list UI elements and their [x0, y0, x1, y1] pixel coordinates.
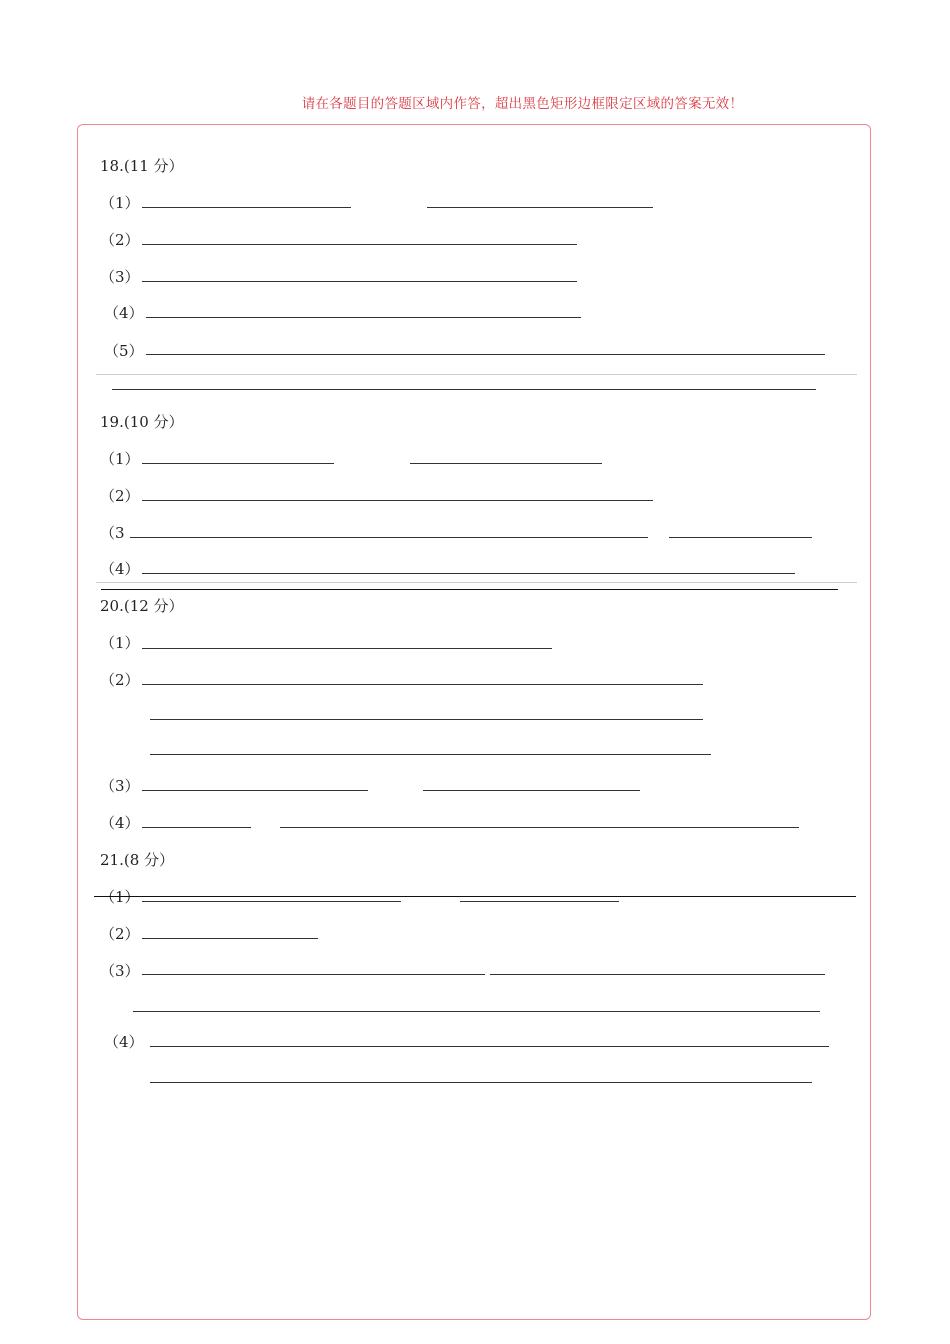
q18-part5-blank-a[interactable] [146, 354, 825, 355]
q20-part3-blank-b[interactable] [423, 790, 640, 791]
q18-part2-blank[interactable] [142, 244, 577, 245]
q18-part1-blank-a[interactable] [142, 207, 351, 208]
q19-part1-blank-a[interactable] [142, 463, 334, 464]
q21-part4-label: （4） [104, 1033, 144, 1051]
q21-part3-label: （3） [100, 962, 140, 980]
q18-part5-label: （5） [104, 342, 144, 360]
q21-extra-blank[interactable] [94, 896, 856, 897]
q21-part3-blank-a[interactable] [142, 974, 485, 975]
q20-part4-label: （4） [100, 814, 140, 832]
q20-part2-label: （2） [100, 671, 140, 689]
answer-area-notice: 请在各题目的答题区域内作答，超出黑色矩形边框限定区域的答案无效！ [301, 96, 744, 112]
q19-part4-label: （4） [100, 560, 140, 578]
question-20-heading: 20.(12 分） [100, 597, 184, 615]
q19-part3-blank-a[interactable] [130, 537, 648, 538]
q21-part2-label: （2） [100, 925, 140, 943]
q18-part5-blank-b[interactable] [112, 389, 816, 390]
q20-part2-blank-b[interactable] [150, 719, 703, 720]
q18-part3-blank[interactable] [142, 281, 577, 282]
q20-part1-blank[interactable] [142, 648, 552, 649]
q18-part2-label: （2） [100, 231, 140, 249]
q20-part4-blank-b[interactable] [280, 827, 799, 828]
q21-part1-blank-b[interactable] [460, 901, 619, 902]
q19-part1-label: （1） [100, 450, 140, 468]
q21-part3-blank-c[interactable] [133, 1011, 820, 1012]
q19-extra-blank[interactable] [101, 589, 838, 590]
q21-part4-blank-b[interactable] [150, 1082, 812, 1083]
q21-part4-blank-a[interactable] [150, 1046, 829, 1047]
q20-part1-label: （1） [100, 634, 140, 652]
q18-part3-label: （3） [100, 268, 140, 286]
q20-part3-blank-a[interactable] [142, 790, 368, 791]
q18-part1-label: （1） [100, 194, 140, 212]
q21-part2-blank[interactable] [142, 938, 318, 939]
q19-part3-label: （3 [100, 524, 125, 542]
q19-part3-blank-b[interactable] [669, 537, 812, 538]
question-18-heading: 18.(11 分） [100, 157, 184, 175]
q19-part4-blank[interactable] [142, 573, 795, 574]
q19-part2-label: （2） [100, 487, 140, 505]
question-19-heading: 19.(10 分） [100, 413, 184, 431]
q21-part3-blank-b[interactable] [490, 974, 825, 975]
answer-area-frame [77, 124, 871, 1320]
section-divider [96, 582, 857, 583]
q18-part4-label: （4） [104, 304, 144, 322]
q20-part2-blank-a[interactable] [142, 684, 703, 685]
q18-part4-blank[interactable] [146, 317, 581, 318]
q20-part4-blank-a[interactable] [142, 827, 251, 828]
question-21-heading: 21.(8 分） [100, 851, 175, 869]
section-divider [96, 374, 857, 375]
q18-part1-blank-b[interactable] [427, 207, 653, 208]
q19-part1-blank-b[interactable] [410, 463, 602, 464]
q21-part1-label: （1） [100, 888, 140, 906]
q19-part2-blank[interactable] [142, 500, 653, 501]
q20-part3-label: （3） [100, 777, 140, 795]
q21-part1-blank-a[interactable] [142, 901, 401, 902]
q20-part2-blank-c[interactable] [150, 754, 711, 755]
